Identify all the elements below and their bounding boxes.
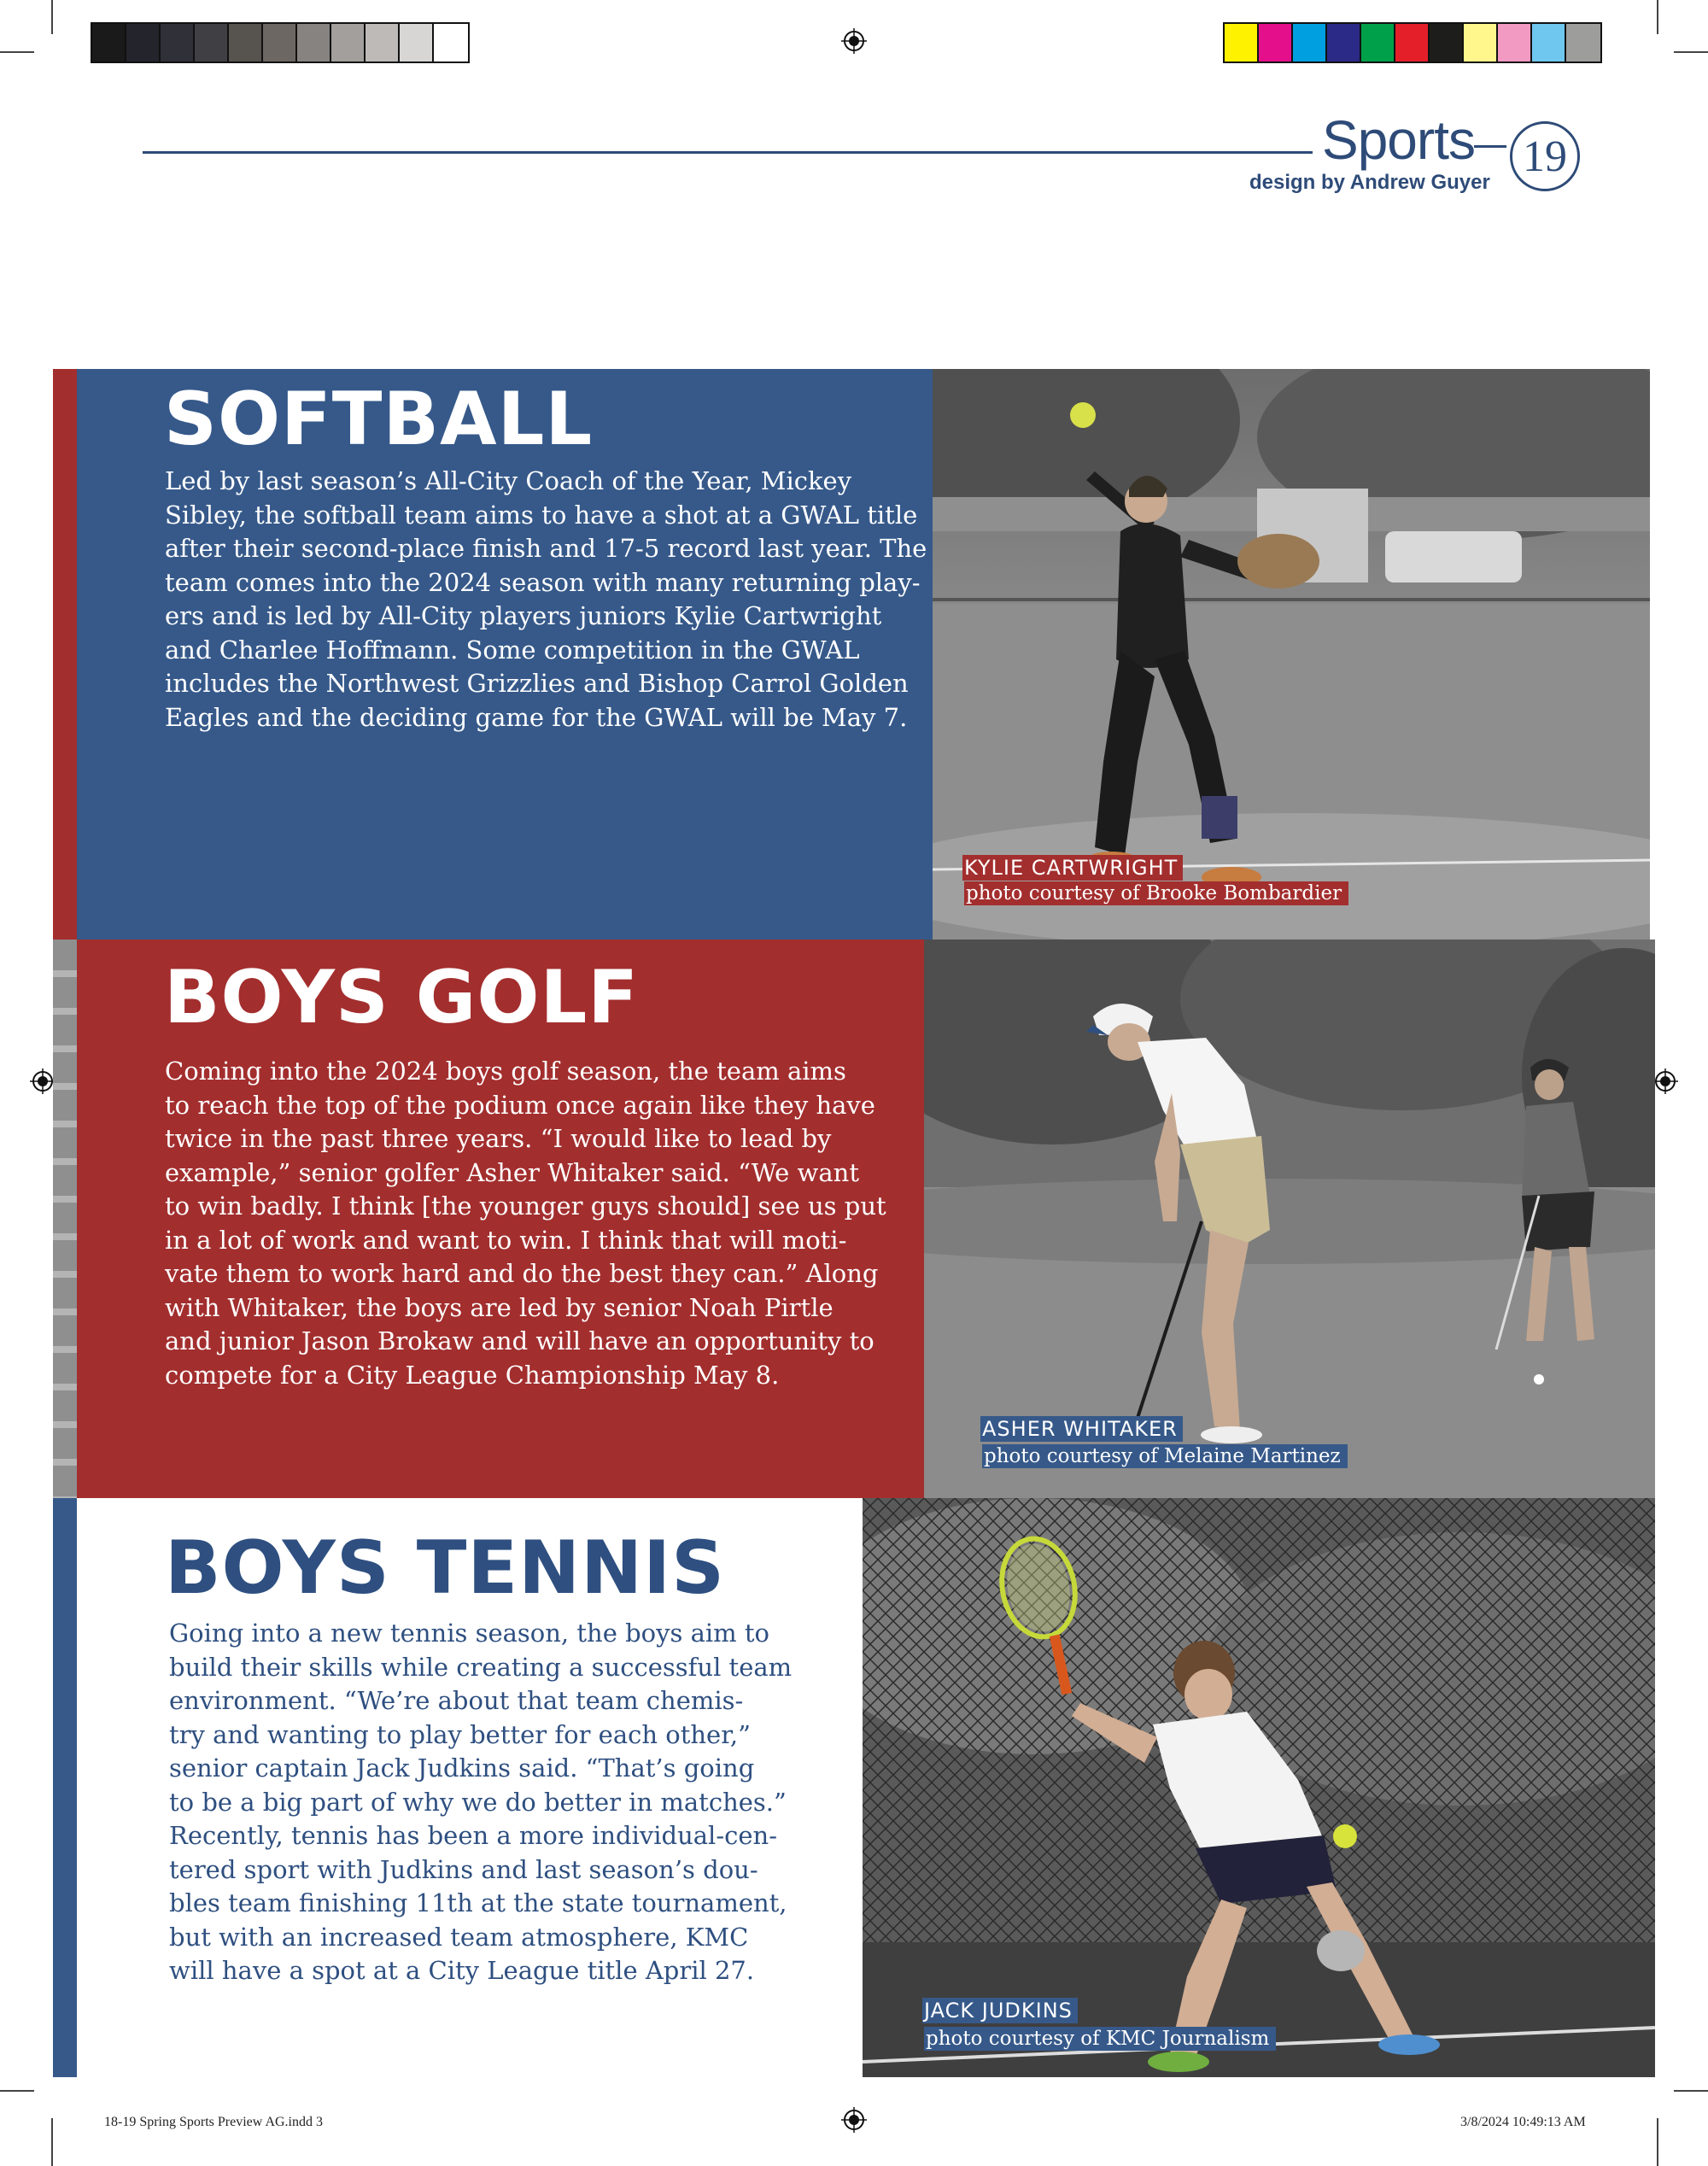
crop-mark <box>1657 0 1658 34</box>
page-number: 19 <box>1510 121 1580 191</box>
body-line: Going into a new tennis season, the boys aim to <box>169 1619 769 1648</box>
crop-mark <box>1657 2118 1658 2166</box>
body-line: build their skills while creating a successful team <box>169 1652 793 1682</box>
footer-timestamp: 3/8/2024 10:49:13 AM <box>1460 2115 1586 2129</box>
registration-mark-icon <box>841 2107 867 2133</box>
footer-file-slug: 18-19 Spring Sports Preview AG.indd 3 <box>104 2115 323 2129</box>
body-line: to reach the top of the podium once again like they have <box>165 1090 875 1120</box>
softball-caption-name: KYLIE CARTWRIGHT <box>962 855 1183 881</box>
color-swatch <box>1430 24 1464 61</box>
body-line: but with an increased team atmosphere, KMC <box>169 1922 749 1952</box>
crop-mark <box>1674 51 1708 53</box>
golf-title: BOYS GOLF <box>164 955 639 1040</box>
softball-body-text <box>165 465 927 735</box>
crop-mark <box>0 2090 34 2092</box>
body-line: example,” senior golfer Asher Whitaker said. “We want <box>165 1157 859 1187</box>
section-label: Sports <box>1322 109 1475 171</box>
color-swatch <box>1498 24 1532 61</box>
body-line: Recently, tennis has been a more individual-cen- <box>169 1821 778 1850</box>
tennis-body-text <box>169 1617 792 1988</box>
color-swatch <box>400 24 434 61</box>
body-line: after their second-place finish and 17-5 record last year. The <box>165 534 927 563</box>
body-line: includes the Northwest Grizzlies and Bishop Carrol Golden <box>165 669 909 698</box>
color-swatch <box>263 24 297 61</box>
body-line: with Whitaker, the boys are led by senior Noah Pirtle <box>165 1292 834 1322</box>
tennis-caption-credit: photo courtesy of KMC Journalism <box>924 2027 1276 2051</box>
header-rule <box>143 151 1313 154</box>
color-swatch <box>1259 24 1293 61</box>
registration-mark-icon <box>841 28 867 54</box>
color-swatch <box>1293 24 1327 61</box>
golf-left-photo-strip <box>53 940 77 1498</box>
body-line: to be a big part of why we do better in matches.” <box>169 1787 787 1817</box>
process-color-bar <box>1223 22 1602 63</box>
color-swatch <box>331 24 366 61</box>
color-swatch <box>1464 24 1498 61</box>
body-line: bles team finishing 11th at the state tournament, <box>169 1888 787 1917</box>
tennis-title: BOYS TENNIS <box>165 1525 726 1611</box>
header-rule-short <box>1474 145 1506 148</box>
body-line: and Charlee Hoffmann. Some competition in the GWAL <box>165 635 860 664</box>
color-swatch <box>92 24 126 61</box>
color-swatch <box>1225 24 1259 61</box>
color-swatch <box>1566 24 1600 61</box>
body-line: Led by last season’s All-City Coach of the Year, Mickey <box>165 466 852 495</box>
color-swatch <box>366 24 400 61</box>
tennis-left-stripe <box>53 1498 77 2077</box>
gray-color-bar <box>91 22 470 63</box>
body-line: environment. “We’re about that team chemis- <box>169 1686 744 1715</box>
softball-photo <box>933 369 1650 940</box>
body-line: twice in the past three years. “I would like to lead by <box>165 1124 832 1153</box>
color-swatch <box>126 24 161 61</box>
color-swatch <box>1327 24 1361 61</box>
body-line: team comes into the 2024 season with many returning play- <box>165 567 921 597</box>
tennis-caption-name: JACK JUDKINS <box>922 1998 1078 2023</box>
registration-mark-icon <box>1652 1068 1678 1094</box>
body-line: compete for a City League Championship May 8. <box>165 1360 780 1390</box>
color-swatch <box>229 24 263 61</box>
golf-caption-name: ASHER WHITAKER <box>980 1416 1183 1442</box>
registration-mark-icon <box>30 1068 56 1094</box>
body-line: Coming into the 2024 boys golf season, the team aims <box>165 1057 846 1086</box>
color-swatch <box>434 24 468 61</box>
golf-body-text <box>165 1055 886 1392</box>
crop-mark <box>51 0 53 34</box>
golf-caption-credit: photo courtesy of Melaine Martinez <box>982 1444 1348 1468</box>
body-line: tered sport with Judkins and last season’s dou- <box>169 1854 758 1884</box>
body-line: ers and is led by All-City players juniors Kylie Cartwright <box>165 601 882 630</box>
color-swatch <box>1395 24 1430 61</box>
crop-mark <box>0 51 34 53</box>
body-line: will have a spot at a City League title April 27. <box>169 1956 755 1985</box>
body-line: try and wanting to play better for each other,” <box>169 1719 751 1749</box>
crop-mark <box>1674 2090 1708 2092</box>
body-line: to win badly. I think [the younger guys should] see us put <box>165 1191 886 1221</box>
golf-photo <box>924 940 1655 1498</box>
color-swatch <box>161 24 195 61</box>
body-line: senior captain Jack Judkins said. “That’s going <box>169 1753 755 1783</box>
body-line: vate them to work hard and do the best they can.” Along <box>165 1259 879 1288</box>
color-swatch <box>195 24 229 61</box>
design-credit: design by Andrew Guyer <box>1249 171 1490 194</box>
body-line: Eagles and the deciding game for the GWAL will be May 7. <box>165 702 908 732</box>
body-line: and junior Jason Brokaw and will have an opportunity to <box>165 1326 874 1355</box>
color-swatch <box>1532 24 1566 61</box>
tennis-photo <box>863 1498 1655 2077</box>
crop-mark <box>51 2118 53 2166</box>
softball-left-stripe <box>53 369 77 940</box>
body-line: in a lot of work and want to win. I think that will moti- <box>165 1225 847 1255</box>
color-swatch <box>1361 24 1395 61</box>
softball-title: SOFTBALL <box>164 377 594 462</box>
softball-caption-credit: photo courtesy of Brooke Bombardier <box>964 881 1348 905</box>
body-line: Sibley, the softball team aims to have a shot at a GWAL title <box>165 500 918 530</box>
color-swatch <box>297 24 331 61</box>
